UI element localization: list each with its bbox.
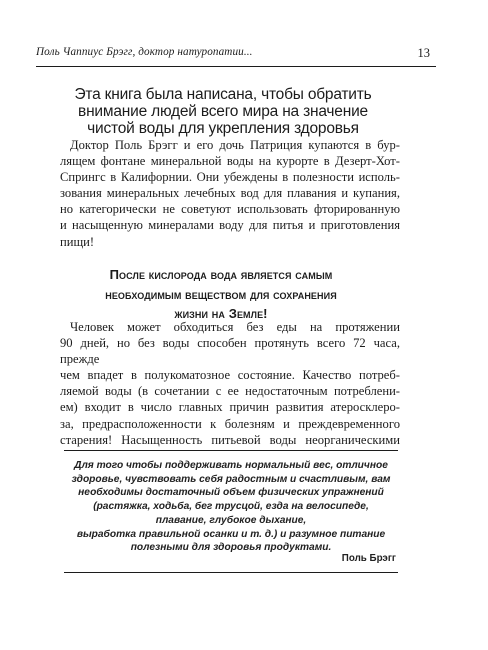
quote-line: плавание, глубокое дыхание, xyxy=(155,514,307,526)
paragraph-line: чем впадет в полукоматозное состояние. Качество потреб- xyxy=(60,368,400,383)
paragraph-line: пищи! xyxy=(60,234,95,249)
paragraph-line: Спрингс в Калифорнии. Они убеждены в полезности исполь- xyxy=(60,170,400,185)
quote-author: Поль Брэгг xyxy=(341,553,396,564)
photo-caption-paragraph xyxy=(60,137,400,250)
quote-line: необходимы достаточный объем физических упражнений xyxy=(78,487,384,499)
quote-line: (растяжка, ходьба, бег трусцой, езда на велосипеде, xyxy=(93,501,369,513)
section-heading xyxy=(46,86,400,137)
quote-line: здоровье, чувствовать себя радостным и счастливым, вам xyxy=(71,473,391,485)
subsection-heading xyxy=(72,265,370,324)
paragraph-line: и насыщенную минералами воду для питья и приготовления xyxy=(60,218,400,233)
heading-line: Эта книга была написана, чтобы обратить xyxy=(74,86,372,103)
quote-top-rule xyxy=(64,450,398,451)
running-title: Поль Чаппиус Брэгг, доктор натуропатии... xyxy=(36,46,253,58)
paragraph-line: старения! Насыщенность питьевой воды неорганическими xyxy=(60,432,400,447)
paragraph-line: зования минеральных лечебных вод для плавания и купания, xyxy=(60,186,400,201)
page-number: 13 xyxy=(417,46,430,60)
page-header xyxy=(36,46,436,64)
body-paragraph xyxy=(60,319,400,448)
quote-line: выработка правильной осанки и т. д.) и разумное питание xyxy=(76,528,386,540)
paragraph-line: 90 дней, но без воды способен протянуть всего 72 часа, прежде xyxy=(60,336,400,367)
paragraph-line: лящем фонтане минеральной воды на курорте в Дезерт-Хот- xyxy=(60,154,400,169)
quote-line: полезными для здоровья продуктами. xyxy=(130,542,332,554)
paragraph-line: ем) входит в число главных причин развития атеросклеро- xyxy=(60,400,400,415)
paragraph-line: но категорически не советуют использовать фторированную xyxy=(60,202,400,217)
paragraph-line: за, предрасположенности к болезням и преждевременного xyxy=(60,416,400,431)
quote-line: Для того чтобы поддерживать нормальный вес, отличное xyxy=(74,460,388,471)
quote-box xyxy=(64,459,398,555)
paragraph-line: Человек может обходиться без еды на протяжении xyxy=(70,320,400,334)
paragraph-line: Доктор Поль Брэгг и его дочь Патриция купаются в бур- xyxy=(70,138,400,152)
heading-line: После кислорода вода является самым xyxy=(109,267,333,282)
heading-line: жизни на Земле! xyxy=(174,306,268,321)
quote-bottom-rule xyxy=(64,572,398,573)
heading-line: необходимым веществом для сохранения xyxy=(105,286,337,302)
header-divider xyxy=(36,66,436,67)
paragraph-line: ляемой воды (в сочетании с ее недостаточным потреблени- xyxy=(60,384,400,399)
heading-line: внимание людей всего мира на значение xyxy=(78,103,368,120)
heading-line: чистой воды для укрепления здоровья xyxy=(87,120,359,137)
